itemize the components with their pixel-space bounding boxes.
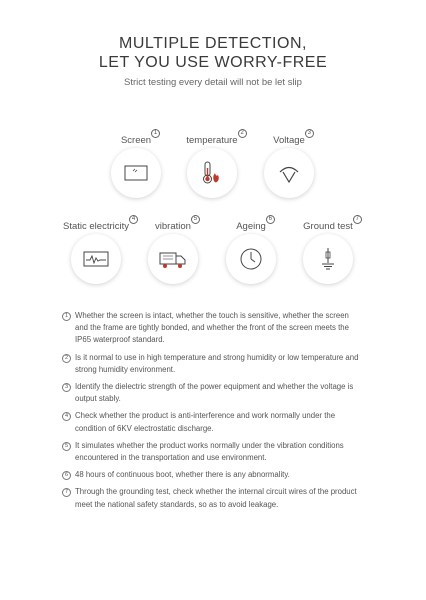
list-item	[62, 486, 362, 510]
screen-icon	[111, 148, 161, 198]
clock-icon	[226, 234, 276, 284]
detection-label-screen: Screen 1	[86, 130, 186, 148]
detection-label-ground-test: Ground test 7	[278, 216, 378, 234]
detection-circle-static-electricity	[71, 234, 121, 284]
detection-label-voltage: Voltage 3	[239, 130, 339, 148]
detection-label-temperature: temperature 2	[162, 130, 262, 148]
page-title-line-2: LET YOU USE WORRY-FREE	[98, 54, 328, 71]
item-text: Identify the dielectric strength of the power equipment and whether the voltage is output stably.	[75, 382, 354, 404]
item-text: 48 hours of continuous boot, whether there is any abnormality.	[75, 470, 290, 480]
list-item	[62, 440, 362, 464]
item-text: Is it normal to use in high temperature and strong humidity or low temperature and strong humidity environment.	[75, 352, 359, 374]
item-number: 6	[62, 471, 71, 480]
list-item	[62, 352, 362, 376]
static-electricity-icon	[71, 234, 121, 284]
list-item	[62, 469, 362, 481]
item-number: 2	[62, 354, 71, 363]
item-number: 5	[62, 442, 71, 451]
detection-circle-ground-test	[303, 234, 353, 284]
item-number: 3	[62, 383, 71, 392]
item-text: Whether the screen is intact, whether the touch is sensitive, whether the screen and the frame are tightly bonded, and whether the front of the screen meets the IP65 waterproof standard.	[75, 311, 349, 345]
detection-circle-voltage	[264, 148, 314, 198]
truck-icon	[148, 234, 198, 284]
detection-circle-ageing	[226, 234, 276, 284]
voltage-icon	[264, 148, 314, 198]
detection-circle-vibration	[148, 234, 198, 284]
page-subtitle: Strict testing every detail will not be let slip	[124, 77, 302, 88]
detection-description-list	[62, 310, 362, 516]
item-number: 1	[62, 312, 71, 321]
item-number: 7	[62, 488, 71, 497]
item-text: Through the grounding test, check whether the internal circuit wires of the product meet the national safety standards, so as to avoid leakage.	[75, 487, 357, 509]
item-text: It simulates whether the product works normally under the vibration conditions encountered in the transportation and use environment.	[75, 440, 344, 463]
list-item	[62, 310, 362, 347]
item-text: Check whether the product is anti-interference and work normally under the condition of 6KV electrostatic discharge.	[75, 411, 336, 433]
list-item	[62, 410, 362, 434]
detection-label-static-electricity: Static electricity 4	[46, 216, 146, 234]
detection-circle-screen	[111, 148, 161, 198]
ground-icon	[303, 234, 353, 284]
page-title-line-1: MULTIPLE DETECTION,	[119, 35, 307, 52]
thermometer-icon	[187, 148, 237, 198]
detection-circle-temperature	[187, 148, 237, 198]
list-item	[62, 381, 362, 405]
detection-label-vibration: vibration 5	[123, 216, 223, 234]
item-number: 4	[62, 412, 71, 421]
detection-label-ageing: Ageing 6	[201, 216, 301, 234]
